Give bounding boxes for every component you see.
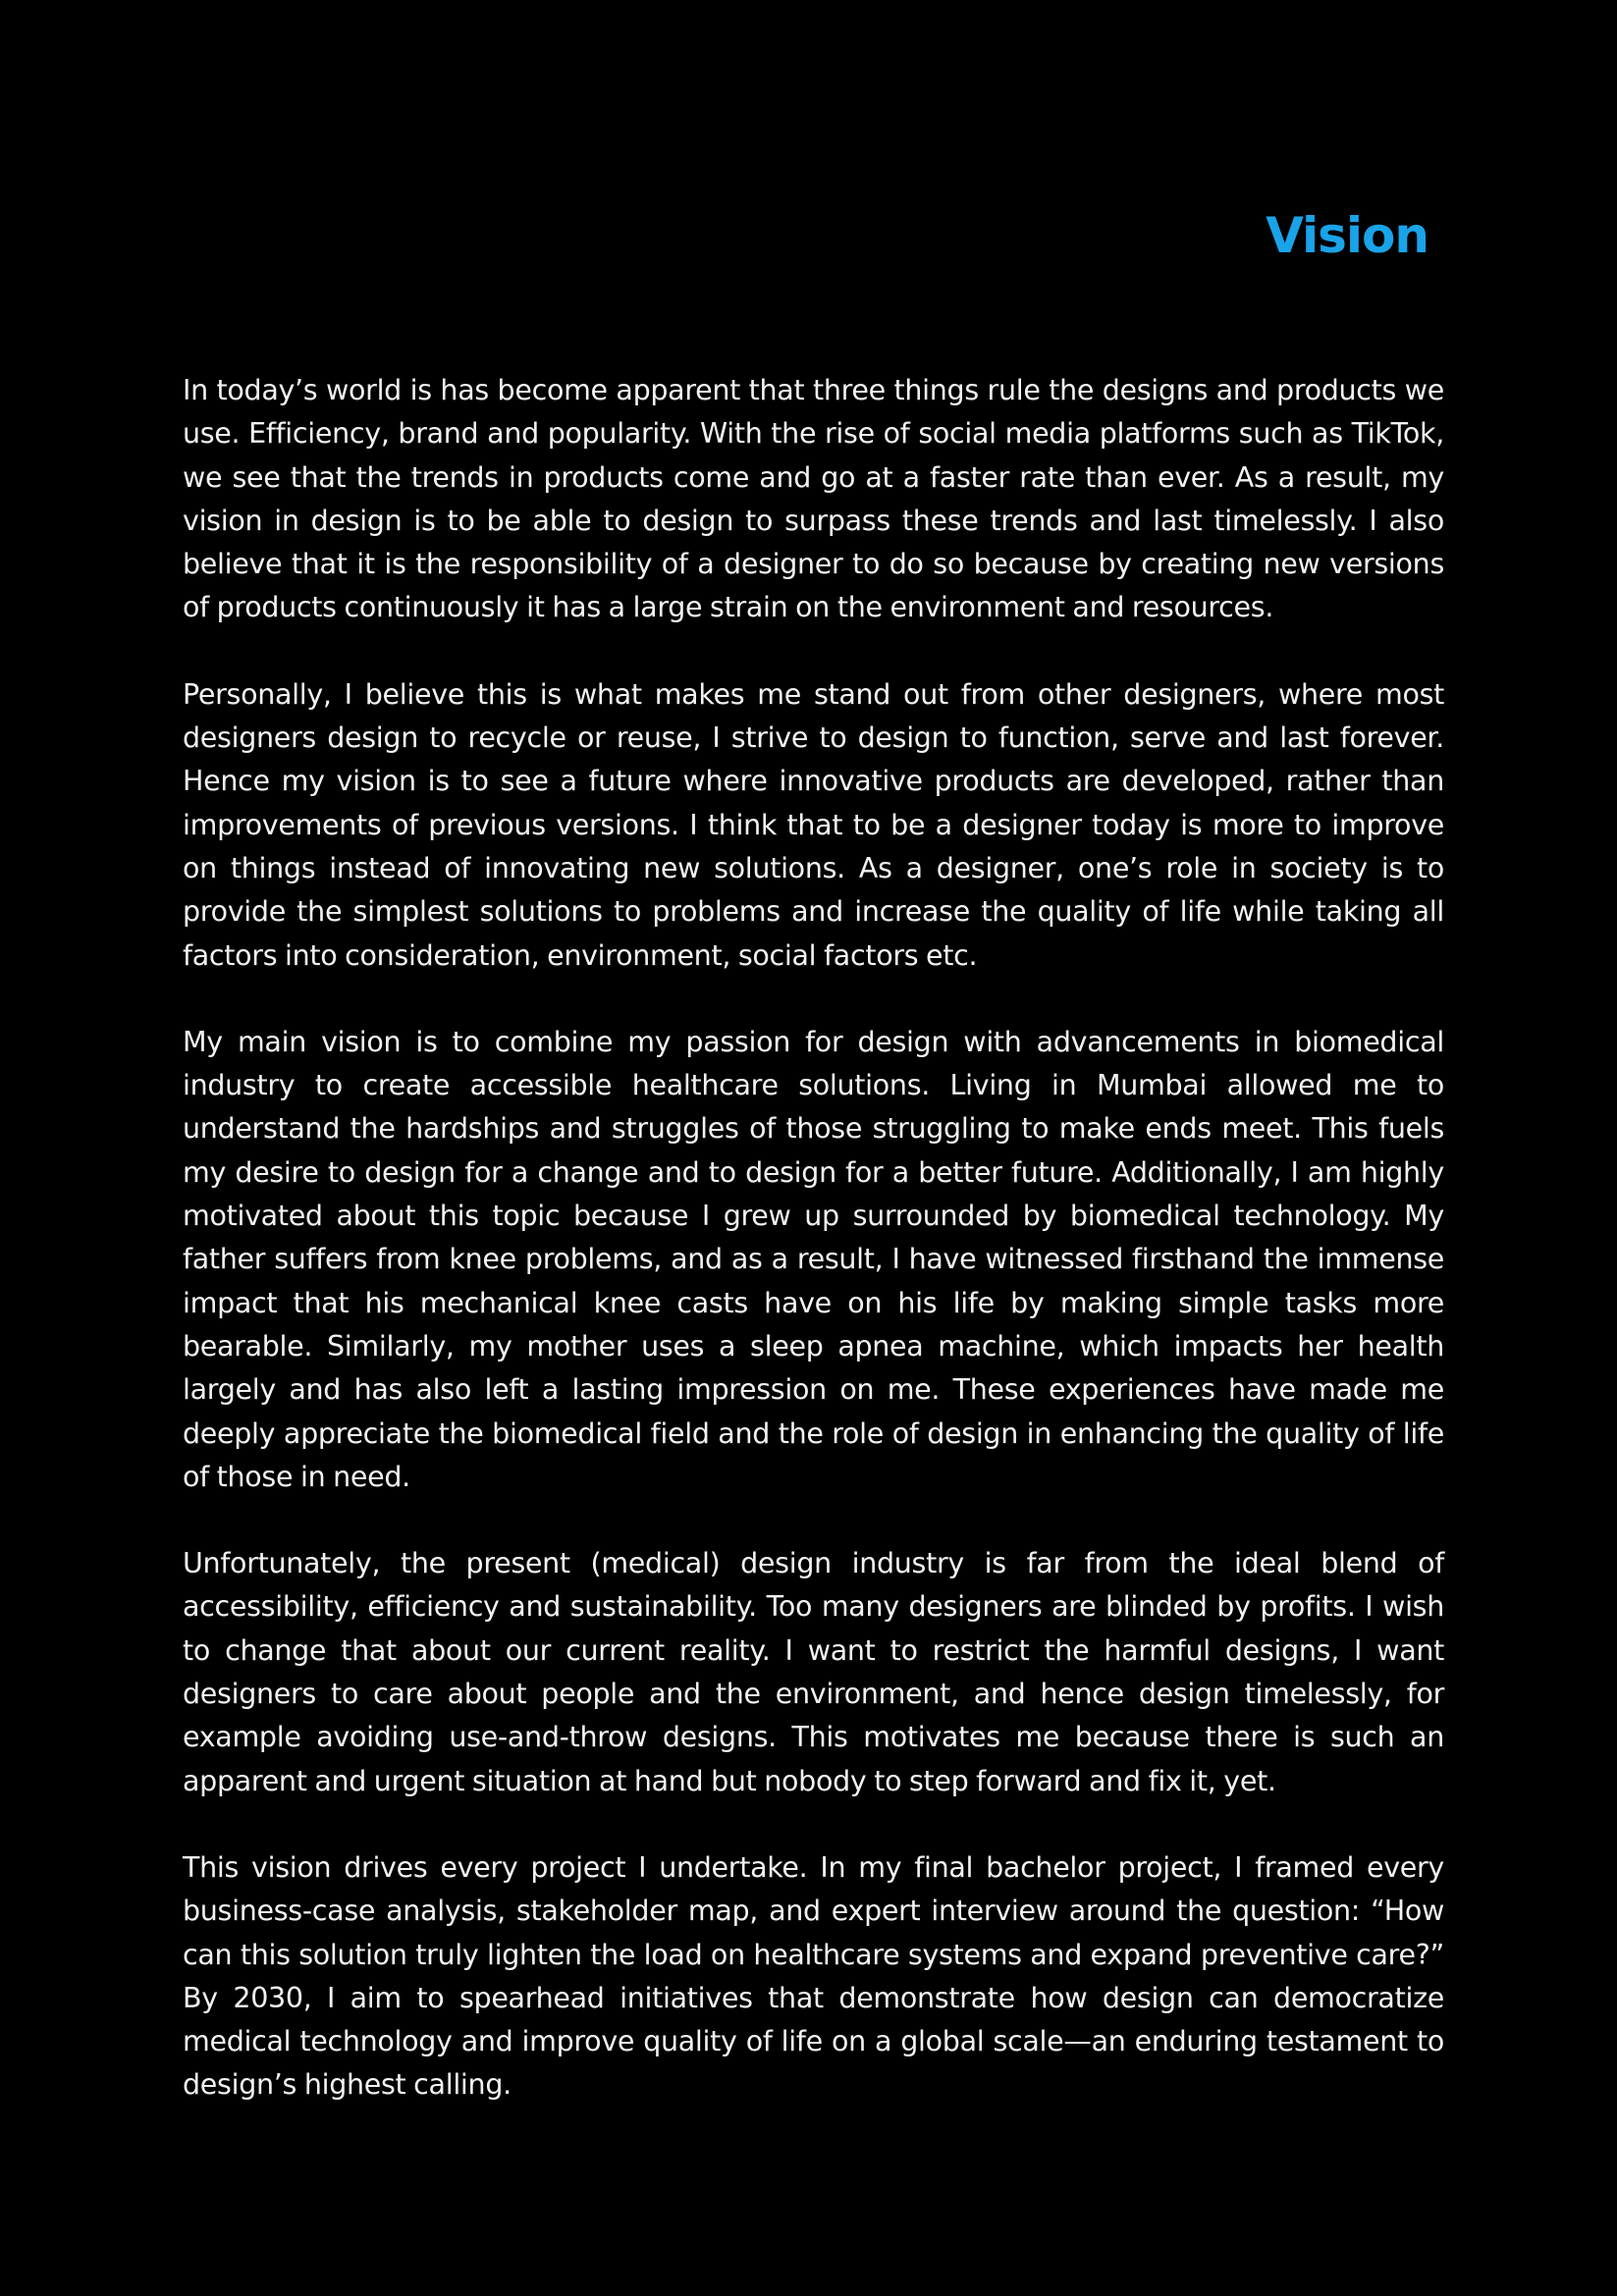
page-title: Vision [1266, 207, 1428, 264]
body-text [183, 369, 1444, 2151]
paragraph-5: This vision drives every project I undertake. In my final bachelor project, I framed every business-case analysis, stakeholder map, and expert interview around the question: “How can this solution truly lighten the load on healthcare systems and expand preventive care?” By 2030, I aim to spearhead initiatives that demonstrate how design can democratize medical technology and improve quality of life on a global scale—an enduring testament to design’s highest calling. [183, 1850, 1444, 2102]
paragraph-2: Personally, I believe this is what makes me stand out from other designers, where most designers design to recycle or reuse, I strive to design to function, serve and last forever. Hence my vision is to see a future where innovative products are developed, rather than improvements of previous versions. I think that to be a designer today is more to improve on things instead of innovating new solutions. As a designer, one’s role in society is to provide the simplest solutions to problems and increase the quality of life while taking all factors into consideration, environment, social factors etc. [183, 677, 1444, 972]
paragraph-1: In today’s world is has become apparent that three things rule the designs and products we use. Efficiency, brand and popularity. With the rise of social media platforms such as TikTok, we see that the trends in products come and go at a faster rate than ever. As a result, my vision in design is to be able to design to surpass these trends and last timelessly. I also believe that it is the responsibility of a designer to do so because by creating new versions of products continuously it has a large strain on the environment and resources. [183, 374, 1444, 624]
paragraph-3: My main vision is to combine my passion for design with advancements in biomedical industry to create accessible healthcare solutions. Living in Mumbai allowed me to understand the hardships and struggles of those struggling to make ends meet. This fuels my desire to design for a change and to design for a better future. Additionally, I am highly motivated about this topic because I grew up surrounded by biomedical technology. My father suffers from knee problems, and as a result, I have witnessed firsthand the immense impact that his mechanical knee casts have on his life by making simple tasks more bearable. Similarly, my mother uses a sleep apnea machine, which impacts her health largely and has also left a lasting impression on me. These experiences have made me deeply appreciate the biomedical field and the role of design in enhancing the quality of life of those in need. [183, 1025, 1444, 1493]
paragraph-4: Unfortunately, the present (medical) design industry is far from the ideal blend of accessibility, efficiency and sustainability. Too many designers are blinded by profits. I wish to change that about our current reality. I want to restrict the harmful designs, I want designers to care about people and the environment, and hence design timelessly, for example avoiding use-and-throw designs. This motivates me because there is such an apparent and urgent situation at hand but nobody to step forward and fix it, yet. [183, 1547, 1444, 1797]
